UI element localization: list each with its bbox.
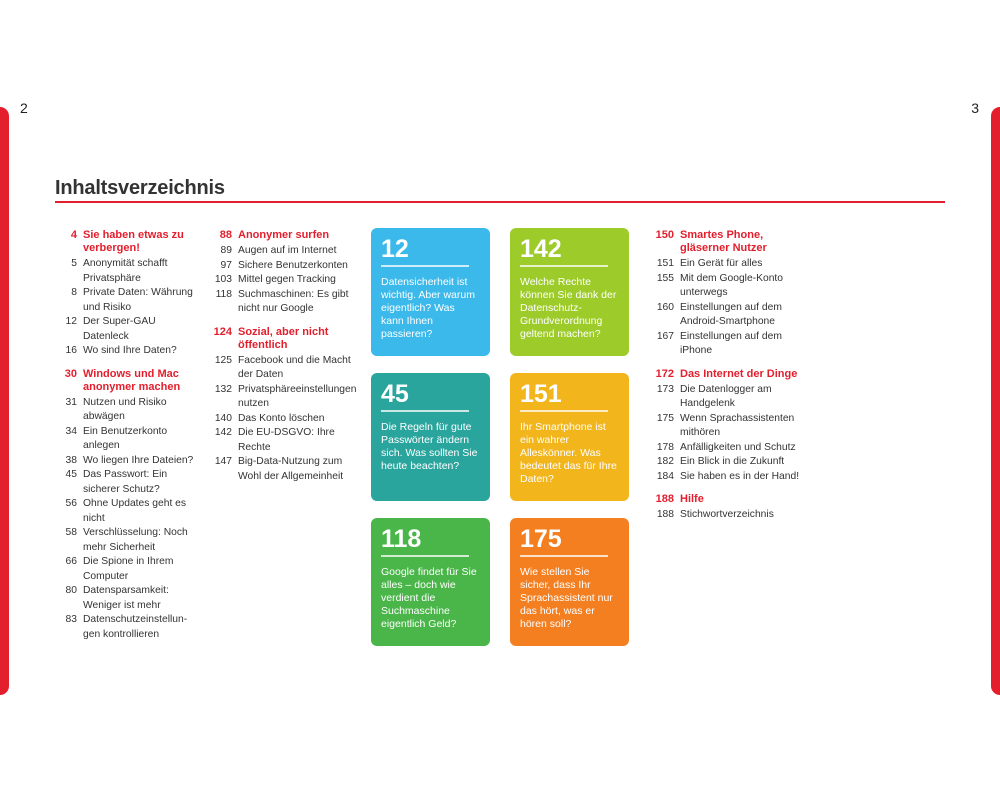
toc-section [208, 326, 358, 485]
entry-page-number: 16 [65, 345, 77, 356]
chapter-title: Sie haben etwas zu verbergen! [83, 229, 184, 254]
entry-page-number: 118 [215, 288, 232, 300]
toc-entry[interactable] [208, 259, 358, 274]
entry-title: Wenn Sprachassistenten mithören [680, 412, 795, 438]
chapter-tile[interactable] [510, 373, 629, 501]
entry-title: Die Datenlogger am Handgelenk [680, 383, 772, 409]
entry-title: Einstellungen auf dem Android-Smartphone [680, 301, 782, 327]
entry-page-number: 103 [214, 274, 232, 285]
toc-section [650, 493, 800, 523]
chapter-title: Windows und Mac anonymer machen [83, 367, 181, 393]
toc-section [650, 368, 800, 485]
entry-title: Die Spione in Ihrem Computer [83, 556, 174, 582]
tile-page-number: 175 [520, 525, 562, 553]
entry-page-number: 5 [71, 258, 77, 269]
toc-entry[interactable] [208, 426, 358, 455]
toc-section [55, 368, 200, 643]
right-page-number: 3 [971, 100, 979, 116]
entry-title: Datenschutzeinstellungen kontrollieren [83, 614, 188, 640]
entry-page-number: 125 [214, 354, 232, 366]
entry-page-number: 56 [65, 498, 77, 509]
toc-entry[interactable] [208, 383, 358, 412]
entry-page-number: 12 [65, 316, 77, 327]
toc-entry[interactable] [650, 412, 800, 441]
entry-page-number: 66 [65, 556, 77, 567]
toc-entry[interactable] [55, 425, 200, 454]
toc-section [650, 229, 800, 359]
toc-entry[interactable] [55, 497, 200, 526]
entry-title: Ein Benutzerkonto anlegen [83, 425, 168, 451]
entry-title: Verschlüsselung: Noch mehr Sicherheit [83, 527, 188, 553]
entry-page-number: 97 [220, 259, 232, 271]
chapter-page-number: 188 [655, 493, 674, 505]
chapter-tile[interactable] [371, 228, 490, 356]
chapter-title: Smartes Phone, gläserner Nutzer [680, 229, 767, 254]
entry-page-number: 175 [656, 412, 674, 424]
title-underline [55, 201, 945, 203]
toc-entry[interactable] [55, 286, 200, 315]
chapter-title: Hilfe [680, 493, 704, 505]
tile-page-number: 151 [520, 380, 562, 408]
entry-title: Stichwortverzeichnis [680, 509, 774, 520]
entry-title: Nutzen und Risiko abwägen [83, 396, 167, 422]
tile-divider [381, 265, 469, 267]
chapter-tile[interactable] [371, 373, 490, 501]
entry-page-number: 147 [214, 456, 232, 467]
entry-page-number: 38 [65, 454, 77, 466]
tile-description: Wie stellen Sie sicher, dass Ihr Sprachassistent nur das hört, was er hören soll? [520, 566, 613, 630]
chapter-title: Anonymer surfen [238, 229, 330, 241]
entry-title: Mit dem Google-Konto unterwegs [680, 272, 784, 298]
toc-chapter-heading[interactable] [650, 229, 800, 255]
entry-title: Wo liegen Ihre Dateien? [83, 454, 194, 466]
entry-title: Ein Blick in die Zukunft [680, 456, 785, 467]
toc-entry[interactable] [650, 383, 800, 412]
entry-page-number: 188 [656, 509, 674, 520]
toc-column-2 [208, 229, 358, 493]
entry-title: Einstellungen auf dem iPhone [680, 330, 782, 356]
entry-page-number: 182 [656, 456, 674, 467]
toc-entry[interactable] [55, 454, 200, 469]
tile-description: Ihr Smartphone ist ein wahrer Alleskönner. Was bedeutet das für Ihre Daten? [520, 421, 617, 485]
toc-entry[interactable] [208, 354, 358, 383]
chapter-tile[interactable] [510, 518, 629, 646]
entry-page-number: 151 [656, 258, 674, 269]
toc-chapter-heading[interactable] [650, 368, 800, 381]
left-page-number: 2 [20, 100, 28, 116]
toc-entry[interactable] [208, 412, 358, 427]
tile-description: Die Regeln für gute Passwörter ändern sich. Was sollten Sie heute beachten? [381, 421, 478, 472]
tile-page-number: 45 [381, 380, 409, 408]
toc-entry[interactable] [208, 288, 358, 317]
toc-section [208, 229, 358, 317]
toc-entry[interactable] [650, 257, 800, 272]
entry-title: Der Super-GAU Datenleck [83, 316, 156, 342]
entry-page-number: 45 [65, 469, 77, 480]
toc-entry[interactable] [650, 455, 800, 470]
tile-description: Welche Rechte können Sie dank der Datenschutz-Grundverordnung geltend machen? [520, 276, 617, 340]
toc-entry[interactable] [650, 470, 800, 485]
chapter-title: Sozial, aber nicht öffentlich [238, 325, 329, 351]
entry-title: Facebook und die Macht der Daten [238, 354, 351, 380]
toc-entry[interactable] [55, 613, 200, 642]
entry-page-number: 34 [65, 425, 77, 437]
toc-entry[interactable] [55, 315, 200, 344]
entry-page-number: 184 [656, 470, 674, 482]
entry-title: Suchmaschinen: Es gibt nicht nur Google [238, 288, 349, 314]
entry-title: Das Passwort: Ein sicherer Schutz? [83, 469, 168, 495]
chapter-tile[interactable] [371, 518, 490, 646]
tile-divider [520, 555, 608, 557]
toc-entry[interactable] [55, 555, 200, 584]
tile-divider [520, 265, 608, 267]
entry-page-number: 178 [656, 441, 674, 453]
entry-title: Anonymität schafft Privatsphäre [83, 258, 168, 284]
entry-page-number: 140 [214, 412, 232, 424]
entry-page-number: 167 [656, 330, 674, 342]
chapter-page-number: 88 [219, 229, 232, 241]
tile-divider [381, 410, 469, 412]
tile-description: Google findet für Sie alles – doch wie verdient die Suchmaschine eigentlich Geld? [381, 566, 477, 630]
toc-section [55, 229, 200, 359]
entry-page-number: 155 [656, 272, 674, 284]
entry-page-number: 160 [656, 301, 674, 313]
toc-chapter-heading[interactable] [650, 493, 800, 506]
entry-page-number: 31 [65, 396, 77, 408]
tile-page-number: 142 [520, 235, 562, 263]
toc-entry[interactable] [55, 468, 200, 497]
toc-entry[interactable] [650, 441, 800, 456]
entry-page-number: 83 [65, 614, 77, 625]
tile-page-number: 12 [381, 235, 409, 263]
entry-title: Ein Gerät für alles [680, 258, 763, 269]
entry-title: Die EU-DSGVO: Ihre Rechte [238, 427, 335, 453]
toc-entry[interactable] [650, 330, 800, 359]
toc-entry[interactable] [650, 272, 800, 301]
toc-entry[interactable] [208, 455, 358, 484]
right-page-red-bar [991, 107, 1000, 695]
toc-chapter-heading[interactable] [55, 368, 200, 394]
entry-page-number: 80 [65, 585, 77, 596]
entry-title: Anfälligkeiten und Schutz [680, 441, 796, 453]
entry-title: Augen auf im Internet [238, 245, 337, 256]
toc-entry[interactable] [55, 257, 200, 286]
entry-title: Datensparsamkeit: Weniger ist mehr [83, 585, 169, 611]
tile-divider [520, 410, 608, 412]
tile-divider [381, 555, 469, 557]
entry-title: Privatsphäreeinstellungen nutzen [238, 383, 357, 409]
chapter-page-number: 4 [70, 229, 77, 241]
toc-entry[interactable] [55, 526, 200, 555]
toc-column-1 [55, 229, 200, 651]
entry-page-number: 8 [71, 287, 77, 298]
entry-title: Sichere Benutzerkonten [238, 259, 348, 271]
left-page-red-bar [0, 107, 9, 695]
entry-page-number: 142 [214, 427, 232, 438]
tile-description: Datensicherheit ist wichtig. Aber warum eigentlich? Was kann Ihnen passieren? [381, 276, 475, 340]
toc-entry[interactable] [55, 344, 200, 359]
toc-chapter-heading[interactable] [208, 229, 358, 242]
toc-entry[interactable] [55, 584, 200, 613]
chapter-tile[interactable] [510, 228, 629, 356]
toc-entry[interactable] [650, 508, 800, 523]
chapter-page-number: 150 [655, 229, 674, 241]
toc-entry[interactable] [208, 273, 358, 288]
entry-title: Ohne Updates geht es nicht [83, 498, 187, 524]
toc-entry[interactable] [55, 396, 200, 425]
entry-page-number: 132 [214, 383, 232, 395]
toc-entry[interactable] [650, 301, 800, 330]
chapter-page-number: 30 [64, 367, 77, 380]
toc-column-3 [650, 229, 800, 532]
chapter-page-number: 172 [655, 367, 674, 380]
entry-title: Sie haben es in der Hand! [680, 470, 800, 482]
entry-page-number: 173 [656, 383, 674, 395]
chapter-title: Das Internet der Dinge [680, 367, 798, 380]
toc-chapter-heading[interactable] [55, 229, 200, 255]
toc-chapter-heading[interactable] [208, 326, 358, 352]
entry-page-number: 58 [65, 527, 77, 538]
entry-title: Mittel gegen Tracking [238, 274, 336, 285]
tile-page-number: 118 [381, 525, 422, 553]
entry-page-number: 89 [220, 245, 232, 256]
entry-title: Big-Data-Nutzung zum Wohl der Allgemeinheit [238, 456, 344, 482]
page-title: Inhaltsverzeichnis [55, 177, 225, 199]
entry-title: Private Daten: Währung und Risiko [83, 287, 193, 313]
entry-title: Wo sind Ihre Daten? [83, 345, 177, 356]
entry-title: Das Konto löschen [238, 412, 325, 424]
toc-entry[interactable] [208, 244, 358, 259]
chapter-page-number: 124 [213, 325, 232, 338]
